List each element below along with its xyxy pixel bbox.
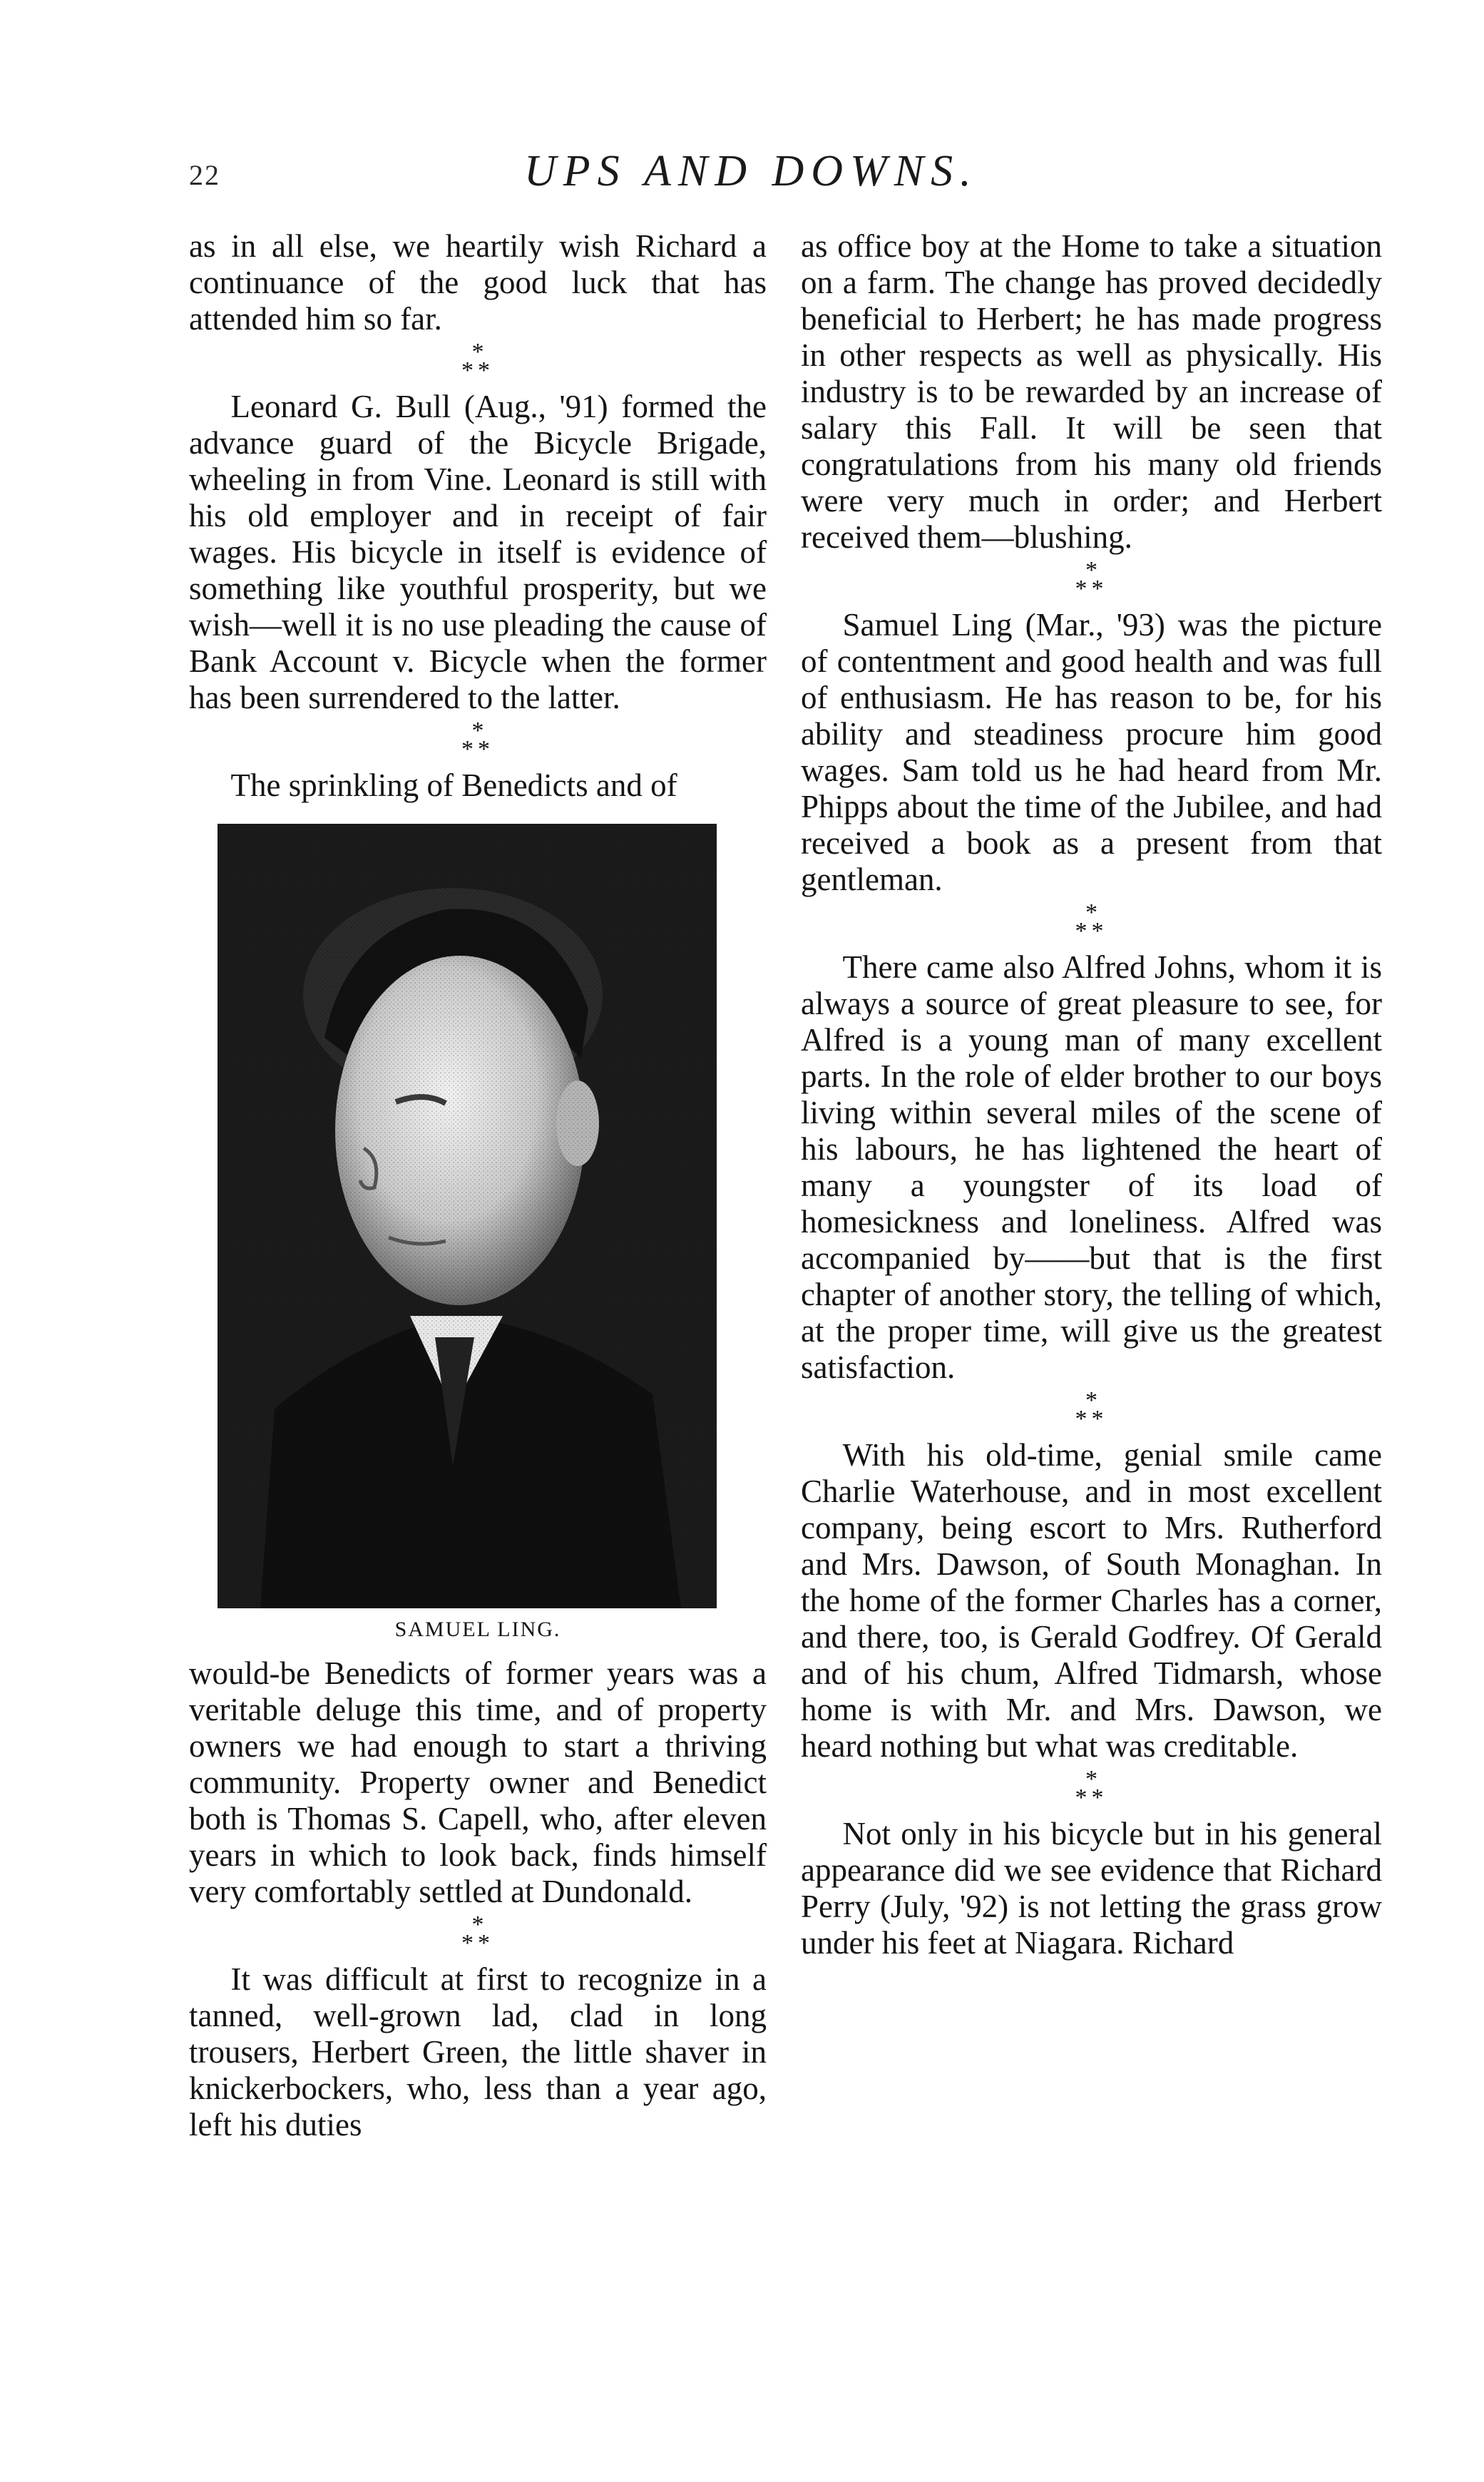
paragraph-richard-continued: as in all else, we heartily wish Richard a continuance of the good luck that has attended him so far.: [189, 228, 767, 337]
right-column: [801, 228, 1382, 1961]
section-separator-asterism: * **: [1075, 557, 1108, 602]
portrait-photo: [218, 824, 717, 1608]
paragraph-richard-perry: Not only in his bicycle but in his general appearance did we see evidence that Richard Perry (July, '92) is not letting the grass grow under his feet at Niagara. Richard: [801, 1816, 1382, 1961]
section-separator-asterism: * **: [461, 717, 494, 762]
paragraph-herbert-green: It was difficult at first to recognize in a tanned, well-grown lad, clad in long trousers, Herbert Green, the little shaver in knickerbockers, who, less than a year ago, left his duties: [189, 1961, 767, 2143]
section-separator-asterism: * **: [1075, 1387, 1108, 1432]
left-column: [189, 228, 767, 2143]
paragraph-alfred-johns: There came also Alfred Johns, whom it is always a source of great pleasure to see, for Alfred is a young man of many excellent parts. In the role of elder brother to our boys living within several miles of the scene of his labours, he has lightened the heart of many a youngster of its load of homesickness and loneliness. Alfred was accompanied by——but that is the first chapter of another story, the telling of which, at the proper time, will give us the greatest satisfaction.: [801, 949, 1382, 1385]
photo-caption: SAMUEL LING.: [394, 1618, 561, 1641]
page-header: [189, 143, 1244, 207]
section-separator-asterism: * **: [461, 1911, 494, 1956]
section-separator-asterism: * **: [1075, 1766, 1108, 1811]
portrait-illustration: [218, 824, 717, 1608]
section-separator-asterism: * **: [461, 339, 494, 384]
paragraph-leonard-bull: Leonard G. Bull (Aug., '91) formed the advance guard of the Bicycle Brigade, wheeling in from Vine. Leonard is still with his old employer and in receipt of fair wages. His bicycle in itself is evidence of something like youthful prosperity, but we wish—well it is no use pleading the cause of Bank Account v. Bicycle when the former has been surrendered to the latter.: [189, 389, 767, 715]
paragraph-charlie-waterhouse: With his old-time, genial smile came Charlie Waterhouse, and in most excellent company, being escort to Mrs. Rutherford and Mrs. Dawson, of South Monaghan. In the home of the former Charles has a corner, and there, too, is Gerald Godfrey. Of Gerald and of his chum, Alfred Tidmarsh, whose home is with Mr. and Mrs. Dawson, we heard nothing but what was creditable.: [801, 1437, 1382, 1764]
paragraph-herbert-continued: as office boy at the Home to take a situation on a farm. The change has proved decidedly beneficial to Herbert; he has made progress in other respects as well as physically. His industry is to be rewarded by an increase of salary this Fall. It will be seen that congratulations from his many old friends were very much in order; and Herbert received them—blushing.: [801, 228, 1382, 555]
page-number: 22: [189, 159, 220, 191]
paragraph-benedicts-continued: would-be Benedicts of former years was a veritable deluge this time, and of property owners we had enough to start a thriving community. Property owner and Benedict both is Thomas S. Capell, who, after eleven years in which to look back, finds himself very comfortably settled at Dundonald.: [189, 1655, 767, 1909]
paragraph-samuel-ling: Samuel Ling (Mar., '93) was the picture of contentment and good health and was full of enthusiasm. He has reason to be, for his ability and steadiness procure him good wages. Sam told us he had heard from Mr. Phipps about the time of the Jubilee, and had received a book as a present from that gentleman.: [801, 607, 1382, 897]
running-title: UPS AND DOWNS.: [524, 147, 978, 195]
figure-samuel-ling: [189, 824, 767, 1644]
paragraph-benedicts-start: The sprinkling of Benedicts and of: [230, 767, 677, 803]
section-separator-asterism: * **: [1075, 899, 1108, 944]
